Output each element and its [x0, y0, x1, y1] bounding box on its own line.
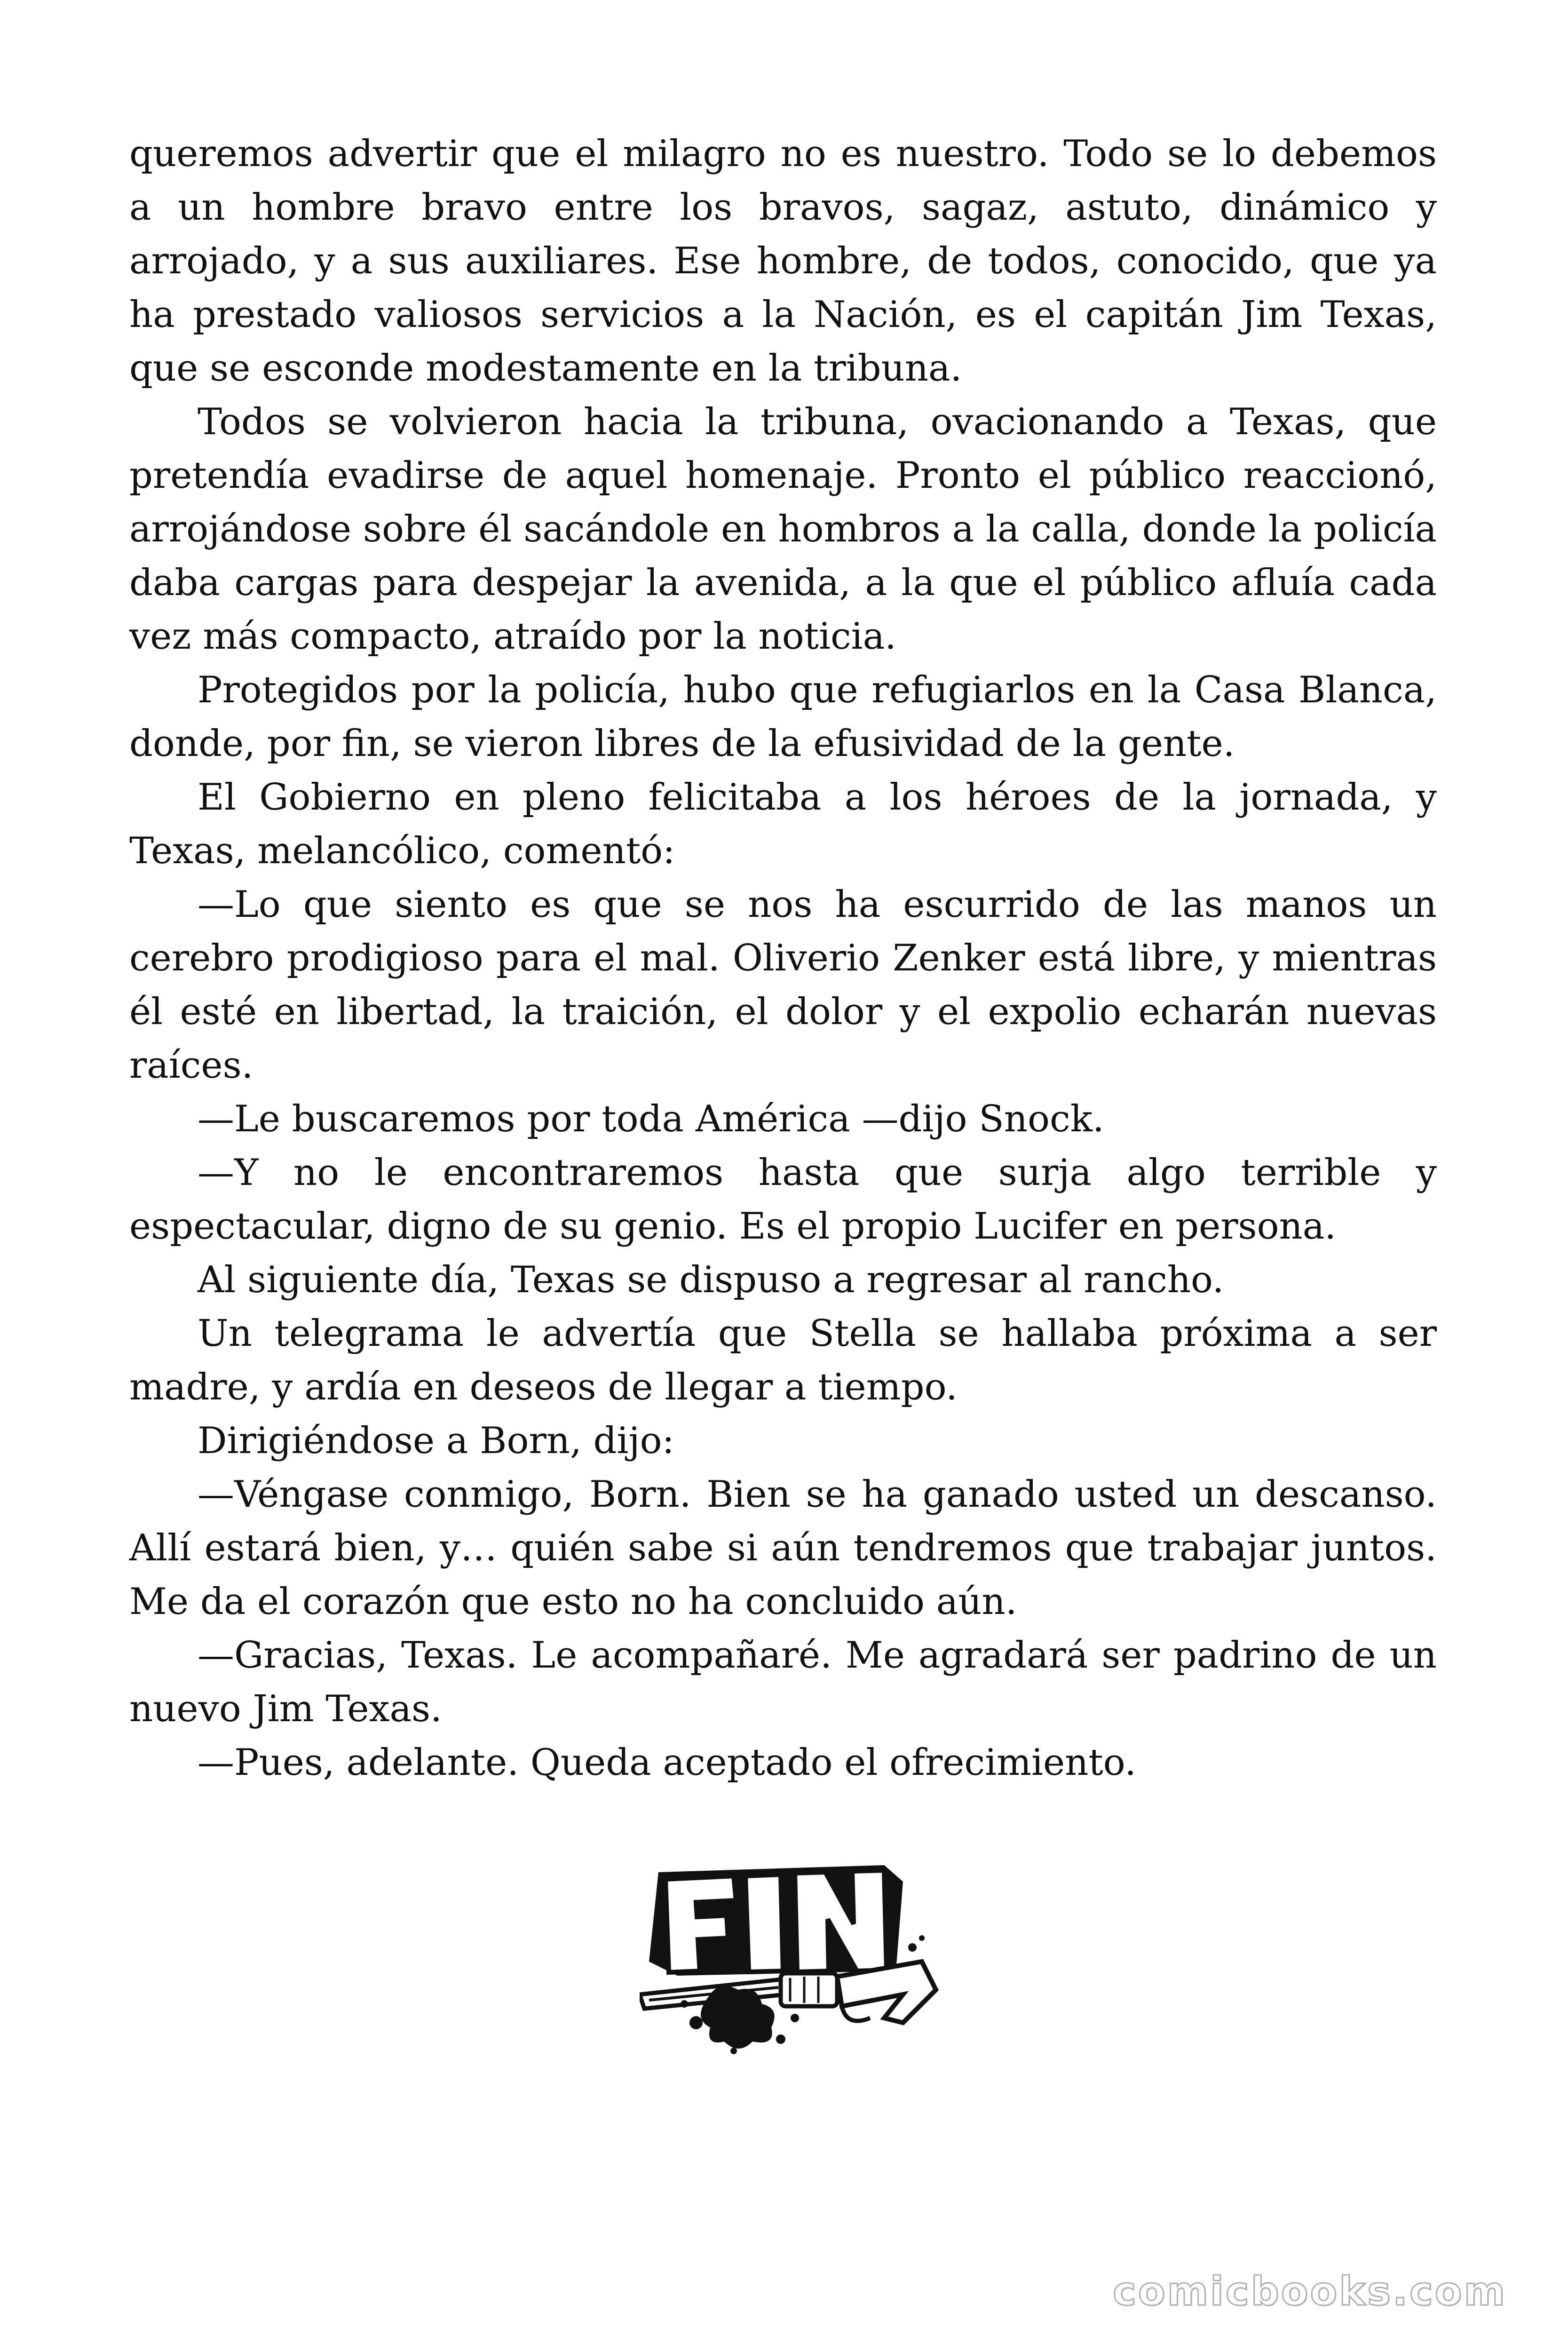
paragraph-11: —Véngase conmigo, Born. Bien se ha ganado usted un descanso. Allí estará bien, y… quién sabe si aún tendremos que trabajar juntos. Me da el corazón que esto no ha concluido aún. — [129, 1473, 1437, 1623]
paragraph-5: —Lo que siento es que se nos ha escurrido de las manos un cerebro prodigioso para el mal. Oliverio Zenker está libre, y mientras él esté en libertad, la traición, el dolor y el expolio echarán nuevas raíces. — [129, 883, 1437, 1087]
paragraph-13: —Pues, adelante. Queda aceptado el ofrecimiento. — [198, 1741, 1137, 1784]
paragraph-9: Un telegrama le advertía que Stella se hallaba próxima a ser madre, y ardía en deseos de llegar a tiempo. — [129, 1312, 1437, 1408]
paragraph-8: Al siguiente día, Texas se dispuso a regresar al rancho. — [198, 1259, 1224, 1301]
page-body-text — [129, 127, 1437, 1789]
paragraph-10: Dirigiéndose a Born, dijo: — [198, 1420, 674, 1462]
paragraph-3: Protegidos por la policía, hubo que refugiarlos en la Casa Blanca, donde, por fin, se vieron libres de la efusividad de la gente. — [129, 669, 1437, 765]
paragraph-2: Todos se volvieron hacia la tribuna, ovacionando a Texas, que pretendía evadirse de aquel homenaje. Pronto el público reaccionó, arrojándose sobre él sacándole en hombros a la calla, donde la policía daba cargas para despejar la avenida, a la que el público afluía cada vez más compacto, atraído por la noticia. — [129, 401, 1437, 658]
paragraph-12: —Gracias, Texas. Le acompañaré. Me agradará ser padrino de un nuevo Jim Texas. — [129, 1634, 1437, 1730]
fin-revolver-emblem-icon — [640, 1853, 941, 2056]
paragraph-1: queremos advertir que el milagro no es nuestro. Todo se lo debemos a un hombre bravo entre los bravos, sagaz, astuto, dinámico y arrojado, y a sus auxiliares. Ese hombre, de todos, conocido, que ya ha prestado valiosos servicios a la Nación, es el capitán Jim Texas, que se esconde modestamente en la tribuna. — [129, 133, 1437, 389]
paragraph-7: —Y no le encontraremos hasta que surja algo terrible y espectacular, digno de su genio. Es el propio Lucifer en persona. — [129, 1152, 1437, 1248]
paragraph-6: —Le buscaremos por toda América —dijo Snock. — [198, 1098, 1104, 1140]
paragraph-4: El Gobierno en pleno felicitaba a los héroes de la jornada, y Texas, melancólico, comentó: — [129, 776, 1437, 872]
watermark-text: comicbooks.com — [1113, 2268, 1507, 2314]
